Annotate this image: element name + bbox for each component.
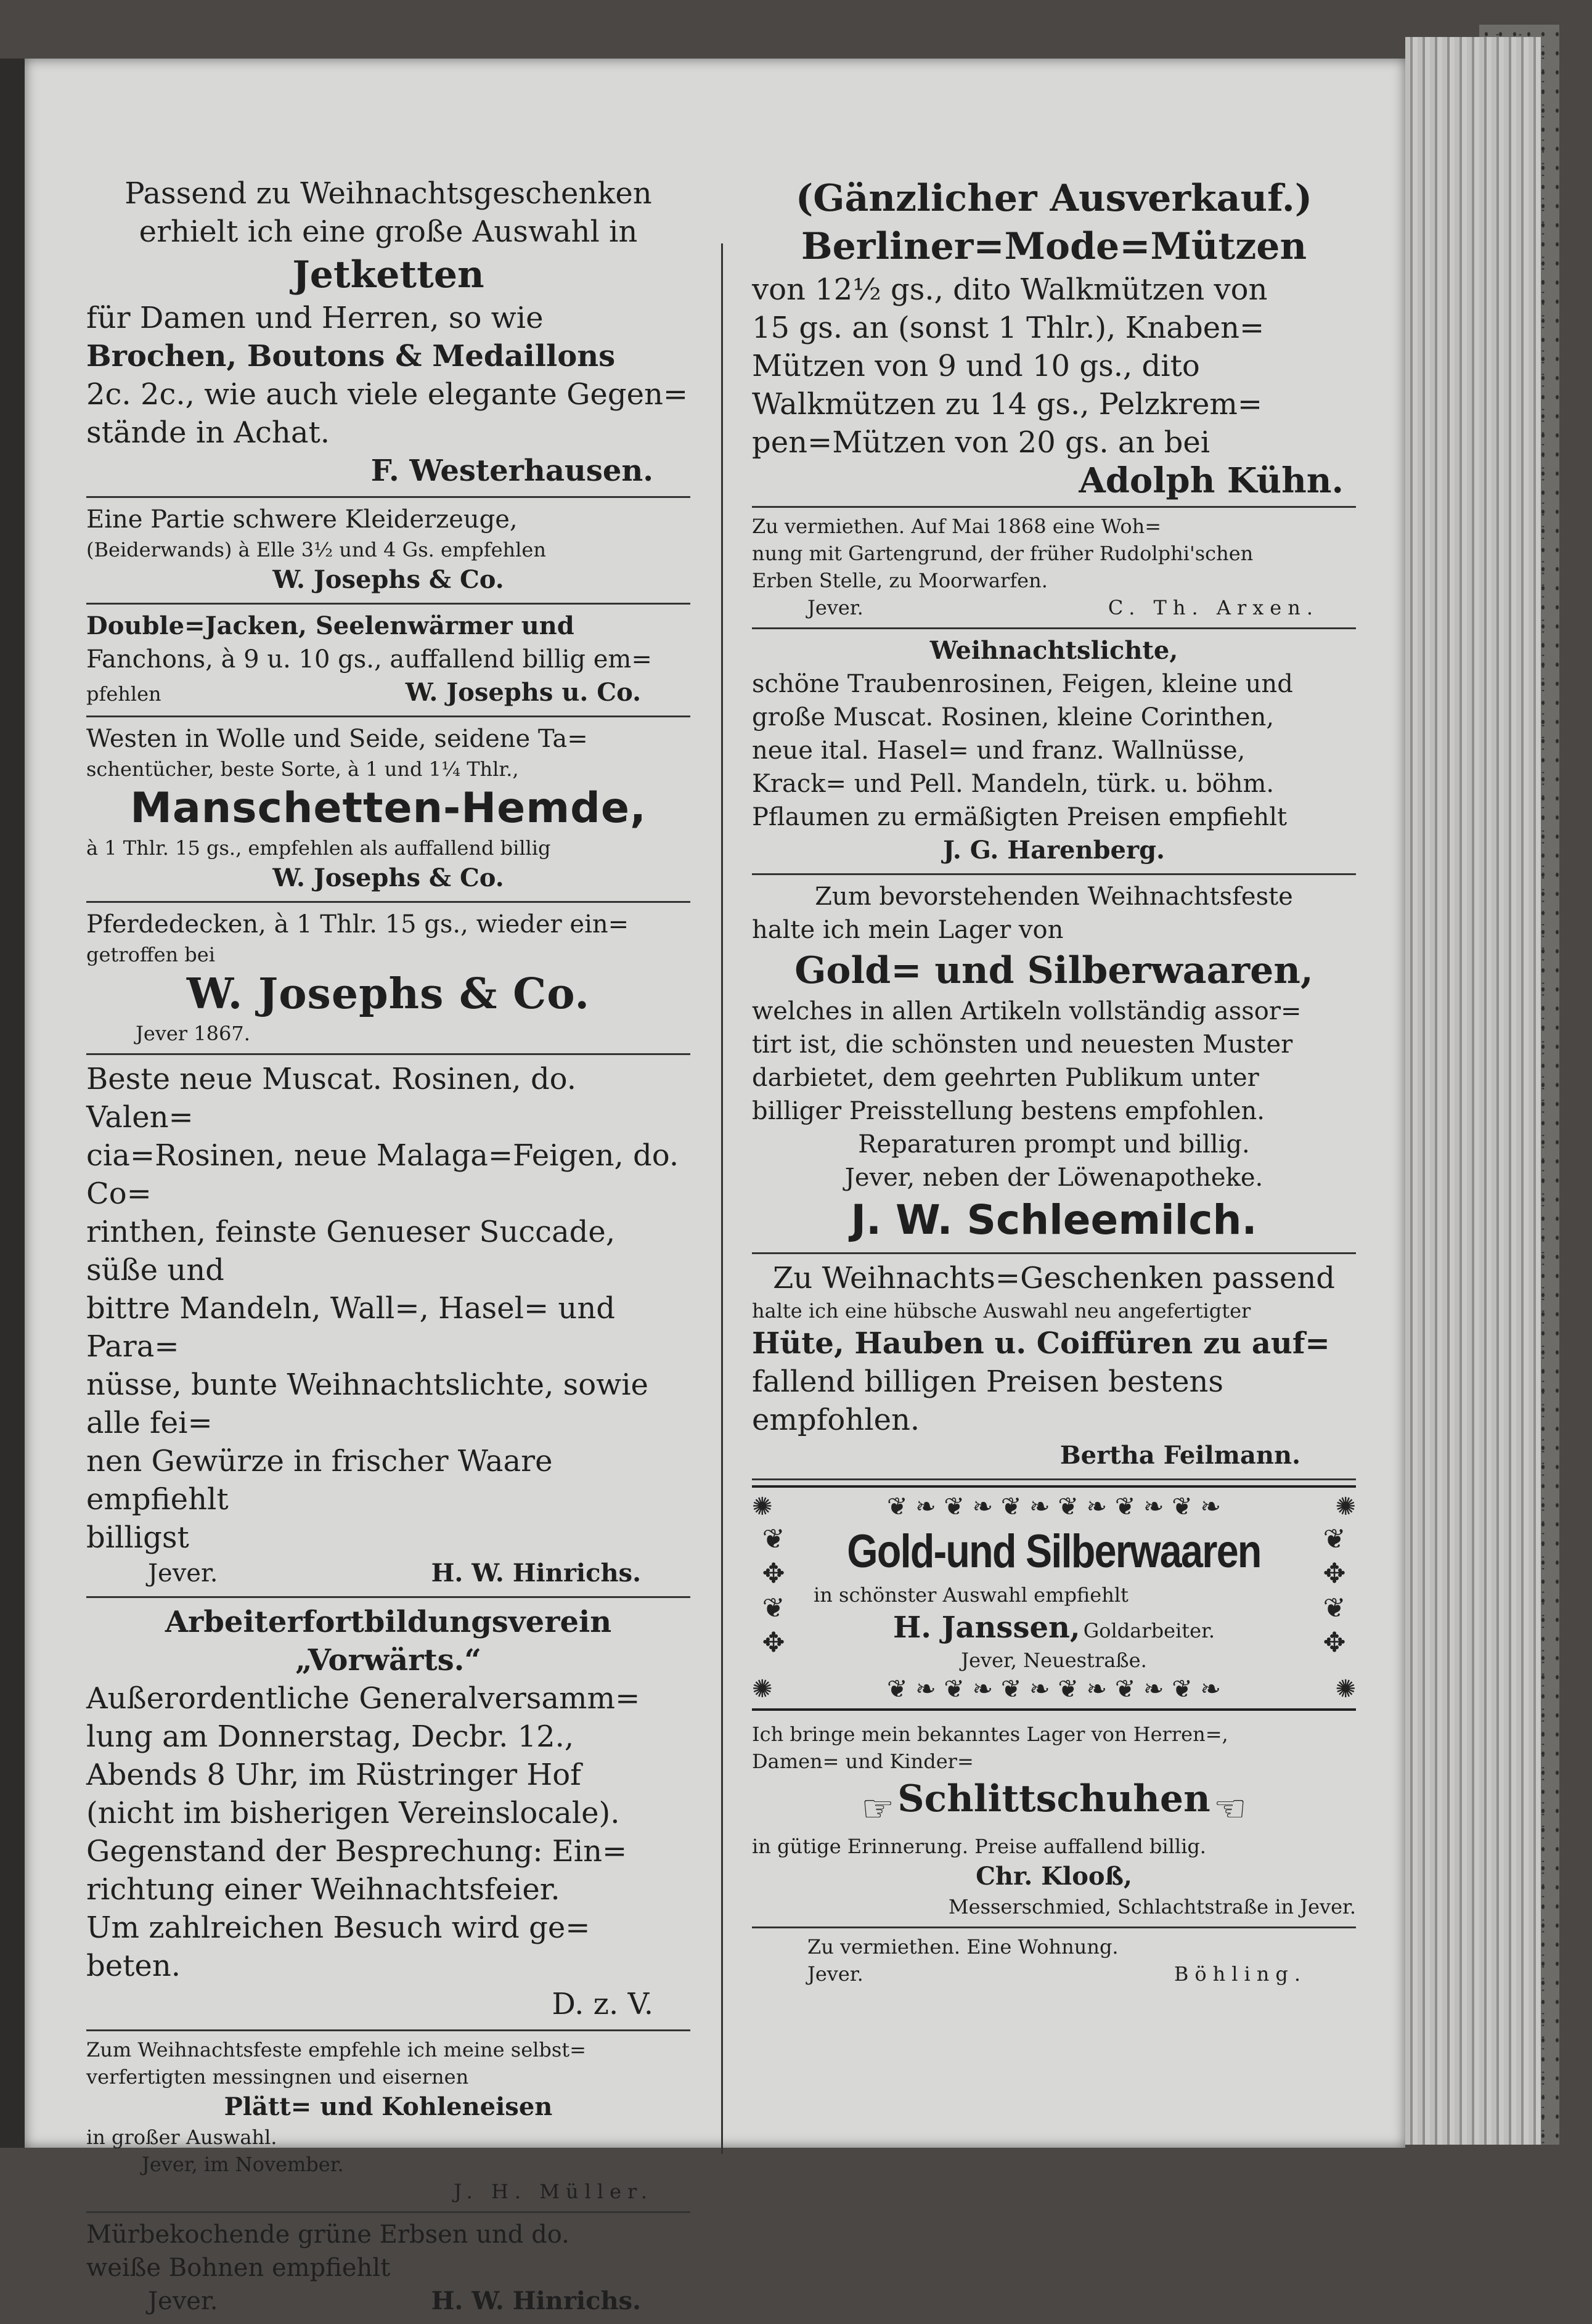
rosette-icon: ✺ [752, 1493, 773, 1521]
ad-line: halte ich eine hübsche Auswahl neu angefertigter [752, 1299, 1251, 1323]
ad-line: Zu vermiethen. Auf Mai 1868 eine Woh= [752, 515, 1162, 538]
ad-line: in schönster Auswahl empfiehlt [814, 1583, 1129, 1607]
ad-place: Jever. [148, 1559, 218, 1588]
ad-signature: W. Josephs & Co. [272, 565, 504, 594]
ornament-border-bottom [752, 1674, 1356, 1705]
ad-line: Walkmützen zu 14 gs., Pelzkrem= [752, 387, 1263, 422]
ad-title: Goldarbeiter. [1083, 1619, 1215, 1642]
ad-line: rinthen, feinste Genueser Succade, süße und [86, 1215, 616, 1287]
ad-line: von 12½ gs., dito Walkmützen von [752, 272, 1268, 307]
ad-subhead: „Vorwärts.“ [295, 1643, 481, 1678]
ad-signature: W. Josephs & Co. [272, 863, 504, 892]
ad-kleiderzeuge [86, 498, 690, 605]
ad-line: Außerordentliche Generalversamm= [86, 1681, 640, 1716]
ad-signature: F. Westerhausen. [370, 454, 653, 488]
ad-line: Mürbekochende grüne Erbsen und do. [86, 2220, 569, 2249]
ad-signature: H. W. Hinrichs. [431, 2286, 641, 2315]
ad-line: Messerschmied, Schlachtstraße in Jever. [948, 1894, 1356, 1918]
ad-line: Damen= und Kinder= [752, 1750, 974, 1773]
ad-line: getroffen bei [86, 943, 215, 966]
ad-line: Um zahlreichen Besuch wird ge= [86, 1910, 590, 1945]
pointing-hand-right-icon: ☞ [861, 1787, 895, 1830]
rosette-icon: ✺ [1335, 1493, 1356, 1521]
ad-plaetteisen [86, 2031, 690, 2213]
ad-janssen [752, 1485, 1356, 1711]
ad-signature: D. z. V. [552, 1987, 653, 2021]
ad-line: Westen in Wolle und Seide, seidene Ta= [86, 725, 588, 753]
ad-headline: Arbeiterfortbildungsverein [165, 1605, 612, 1639]
ad-line: Pferdedecken, à 1 Thlr. 15 gs., wieder ein= [86, 910, 629, 939]
ad-line: Hüte, Hauben u. Coiffüren zu auf= [752, 1326, 1330, 1361]
ad-line: richtung einer Weihnachtsfeier. [86, 1872, 560, 1907]
ad-line: Beste neue Muscat. Rosinen, do. Valen= [86, 1062, 576, 1135]
ad-headline: Jetketten [292, 253, 484, 296]
ad-schleemilch [752, 875, 1356, 1254]
ad-line: in gütige Erinnerung. Preise auffallend billig. [752, 1834, 1206, 1858]
ad-line: stände in Achat. [86, 415, 330, 450]
pointing-hand-left-icon: ☜ [1213, 1787, 1247, 1830]
ad-line: weiße Bohnen empfiehlt [86, 2254, 391, 2282]
ad-line: schöne Traubenrosinen, Feigen, kleine und [752, 670, 1293, 698]
ad-double-jacken [86, 605, 690, 717]
ad-place: Jever, Neuestraße. [961, 1649, 1147, 1672]
ad-line: neue ital. Hasel= und franz. Wallnüsse, [752, 736, 1246, 765]
ad-line: in großer Auswahl. [86, 2126, 277, 2149]
newspaper-page [25, 59, 1405, 2315]
ad-place: Jever. [807, 1962, 863, 1986]
ad-place: Jever 1867. [136, 1022, 250, 1045]
ad-signature: Bertha Feilmann. [1059, 1441, 1300, 1470]
ad-erbsen [86, 2213, 690, 2324]
ad-line: schentücher, beste Sorte, à 1 und 1¼ Thlr., [86, 757, 519, 781]
ad-line: Pflaumen zu ermäßigten Preisen empfiehlt [752, 803, 1288, 831]
ad-line: cia=Rosinen, neue Malaga=Feigen, do. Co= [86, 1138, 679, 1211]
ad-headline: Gold-und Silberwaaren [847, 1525, 1261, 1578]
ad-signature: J. G. Harenberg. [943, 836, 1165, 865]
ad-line: darbietet, dem geehrten Publikum unter [752, 1064, 1259, 1092]
ad-line: Brochen, Boutons & Medaillons [86, 339, 616, 373]
ad-line: welches in allen Artikeln vollständig assor= [752, 997, 1302, 1025]
ad-line: große Muscat. Rosinen, kleine Corinthen, [752, 703, 1275, 732]
ad-line: Double=Jacken, Seelenwärmer und [86, 611, 574, 640]
ad-line: nen Gewürze in frischer Waare empfiehlt [86, 1444, 553, 1517]
ad-manschetten [86, 717, 690, 903]
ad-line: pfehlen [86, 682, 161, 706]
ad-signature: W. Josephs u. Co. [405, 678, 641, 707]
ad-headline: W. Josephs & Co. [186, 969, 590, 1019]
ad-headline: Berliner=Mode=Mützen [801, 225, 1307, 268]
ad-line: Mützen von 9 und 10 gs., dito [752, 349, 1200, 383]
ad-headline: Schlittschuhen [897, 1777, 1210, 1820]
ad-line: Eine Partie schwere Kleiderzeuge, [86, 505, 518, 534]
ad-headline: (Gänzlicher Ausverkauf.) [795, 177, 1313, 220]
ad-vermiethen-2 [752, 1928, 1356, 1994]
ad-line: Zu vermiethen. Eine Wohnung. [807, 1935, 1119, 1959]
ad-muscat-rosinen [86, 1055, 690, 1598]
ad-signature: Böhling. [1174, 1962, 1307, 1986]
ad-line: Reparaturen prompt und billig. [858, 1130, 1250, 1159]
ad-line: à 1 Thlr. 15 gs., empfehlen als auffallend billig [86, 836, 551, 860]
ad-line: 15 gs. an (sonst 1 Thlr.), Knaben= [752, 311, 1265, 345]
ad-signature: Adolph Kühn. [1079, 460, 1344, 501]
rosette-icon: ✺ [1335, 1675, 1356, 1703]
scroll-ornament-icon: ❦ ❧ ❦ ❧ ❦ ❧ ❦ ❧ ❦ ❧ ❦ ❧ [886, 1675, 1222, 1703]
ad-line: fallend billigen Preisen bestens empfohlen. [752, 1364, 1224, 1437]
rosette-icon: ✺ [752, 1675, 773, 1703]
ad-headline: Gold= und Silberwaaren, [794, 949, 1313, 992]
ad-place: Jever. [148, 2287, 218, 2315]
ad-line: Jever, neben der Löwenapotheke. [844, 1164, 1263, 1192]
ad-jetketten [86, 169, 690, 498]
ad-signature: Chr. Klooß, [976, 1861, 1132, 1891]
ad-line: erhielt ich eine große Auswahl in [139, 214, 638, 249]
ad-line: (nicht im bisherigen Vereinslocale). [86, 1796, 620, 1830]
page-stack-edge [1405, 37, 1541, 2145]
vine-ornament-icon: ❦ ✥ ❦ ✥ [762, 1523, 785, 1658]
ad-line: billigst [86, 1520, 189, 1555]
ad-line: Zum Weihnachtsfeste empfehle ich meine selbst= [86, 2038, 586, 2061]
column-divider [721, 243, 723, 2154]
ad-line: nung mit Gartengrund, der früher Rudolphi'schen [752, 542, 1254, 565]
ad-signature: J. W. Schleemilch. [851, 1196, 1257, 1244]
ad-headline: Plätt= und Kohleneisen [224, 2092, 553, 2121]
ad-weihnachtslichte [752, 629, 1356, 875]
ad-arbeiterverein [86, 1598, 690, 2031]
ad-pferdedecken [86, 903, 690, 1055]
ad-line: Zum bevorstehenden Weihnachtsfeste [815, 883, 1293, 911]
ad-line: bittre Mandeln, Wall=, Hasel= und Para= [86, 1291, 615, 1364]
ad-signature: J. H. Müller. [454, 2180, 653, 2203]
ad-headline: Manschetten-Hemde, [130, 784, 647, 833]
ad-place: Jever, im November. [142, 2153, 344, 2176]
ad-headline: Weihnachtslichte, [929, 636, 1178, 665]
ornament-border-top [752, 1491, 1356, 1522]
ad-line: verfertigten messingnen und eisernen [86, 2065, 469, 2089]
ad-line: (Beiderwands) à Elle 3½ und 4 Gs. empfehlen [86, 538, 546, 561]
vine-ornament-icon: ❦ ✥ ❦ ✥ [1323, 1523, 1346, 1658]
ad-mode-muetzen [752, 169, 1356, 508]
ad-line: billiger Preisstellung bestens empfohlen. [752, 1097, 1265, 1125]
ad-line: nüsse, bunte Weihnachtslichte, sowie alle fei= [86, 1368, 648, 1440]
ad-signature: H. W. Hinrichs. [431, 1559, 641, 1588]
ad-place: Jever. [807, 596, 863, 619]
ad-line: Abends 8 Uhr, im Rüstringer Hof [86, 1758, 581, 1792]
ad-feilmann [752, 1254, 1356, 1480]
ad-line: tirt ist, die schönsten und neuesten Muster [752, 1030, 1293, 1059]
right-column [752, 169, 1356, 1994]
ad-line: Erben Stelle, zu Moorwarfen. [752, 569, 1048, 592]
ad-schlittschuhe [752, 1716, 1356, 1928]
ad-line: Krack= und Pell. Mandeln, türk. u. böhm. [752, 770, 1275, 798]
ad-line: Ich bringe mein bekanntes Lager von Herren=, [752, 1723, 1228, 1746]
ad-signature: C. Th. Arxen. [1108, 596, 1319, 619]
ad-line: 2c. 2c., wie auch viele elegante Gegen= [86, 377, 688, 412]
ad-line: Passend zu Weihnachtsgeschenken [125, 176, 652, 211]
ad-line: halte ich mein Lager von [752, 916, 1064, 944]
ad-line: Gegenstand der Besprechung: Ein= [86, 1834, 627, 1869]
ad-vermiethen-1 [752, 508, 1356, 629]
ad-line: pen=Mützen von 20 gs. an bei [752, 425, 1210, 460]
ad-line: Fanchons, à 9 u. 10 gs., auffallend billig em= [86, 645, 652, 674]
ad-line: Zu Weihnachts=Geschenken passend [773, 1261, 1335, 1295]
ad-line: beten. [86, 1949, 181, 1983]
book-gutter [0, 59, 25, 2148]
ad-name: H. Janssen, [892, 1610, 1080, 1645]
left-column [86, 169, 690, 2324]
scroll-ornament-icon: ❦ ❧ ❦ ❧ ❦ ❧ ❦ ❧ ❦ ❧ ❦ ❧ [886, 1493, 1222, 1521]
ad-line: für Damen und Herren, so wie [86, 301, 544, 335]
ad-line: lung am Donnerstag, Decbr. 12., [86, 1719, 574, 1754]
